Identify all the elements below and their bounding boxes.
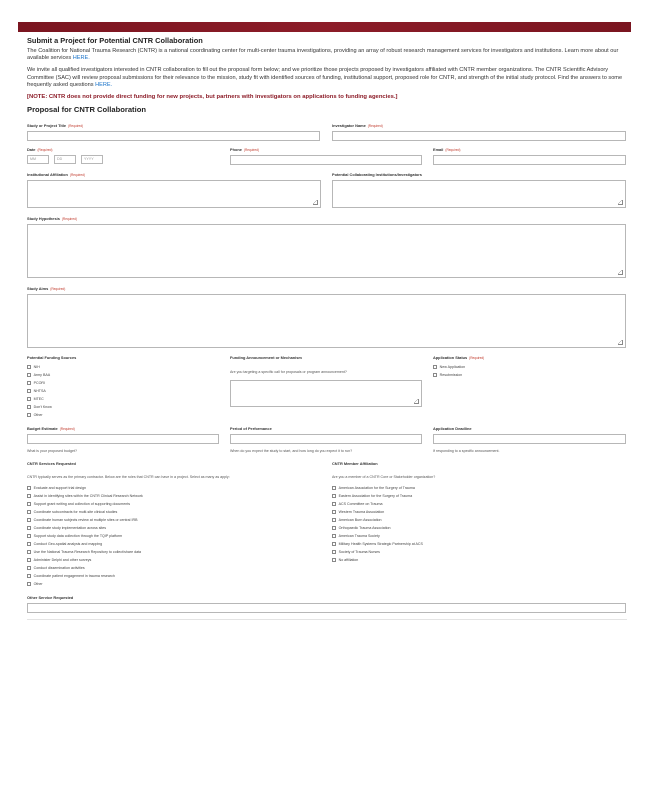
other-service-label: Other Service Requested [27,595,74,600]
member-option[interactable]: ACS Committee on Trauma [332,502,383,506]
intro-paragraph-2: We invite all qualified investigators interested in CNTR collaboration to fill out the proposal form below; and we prioritize those projects proposed by investigators affiliated with CNTR member organizations. The CNTR Scientific Advisory Committee (SAC) will review proposal submissions for their relevance to the mission, study fit with identified sources of funding, institutional support, proposed role for CNTR, and strength of the initial study protocol. Find the answers to some frequently asked questions HERE. [27,67,623,88]
checkbox-icon [332,518,336,522]
checkbox-icon [27,566,31,570]
budget-help: What is your proposed budget? [27,449,77,453]
budget-label: Budget Estimate (Required) [27,426,75,431]
checkbox-icon [433,373,437,377]
funding-option[interactable]: MTEC [27,397,44,401]
service-option[interactable]: Conduct Geo-spatial analysis and mapping [27,542,102,546]
checkbox-icon [27,526,31,530]
checkbox-icon [332,558,336,562]
service-option[interactable]: Administer Delphi and other surveys [27,558,91,562]
checkbox-icon [332,550,336,554]
service-option[interactable]: Coordinate patient engagement in trauma research [27,574,115,578]
funding-sources-label: Potential Funding Sources [27,355,77,360]
email-input[interactable] [433,155,626,165]
member-help: Are you a member of a CNTR Core or Stakeholder organization? [332,475,436,479]
checkbox-icon [332,502,336,506]
deadline-label: Application Deadline [433,426,472,431]
service-option[interactable]: Evaluate and support trial design [27,486,86,490]
affiliation-label: Institutional Affiliation (Required) [27,172,85,177]
checkbox-icon [27,558,31,562]
intro-paragraph-1: The Coalition for National Trauma Research (CNTR) is a national coordinating center for multi-center trauma investigations, providing an array of robust research management services for investigators and institutions. Learn more about our available services HERE. [27,48,619,62]
checkbox-icon [332,542,336,546]
checkbox-icon [27,381,31,385]
app-status-option[interactable]: New Application [433,365,465,369]
app-status-option[interactable]: Resubmission [433,373,462,377]
faq-link[interactable]: HERE. [95,81,113,88]
service-option[interactable]: Coordinate study implementation across sites [27,526,106,530]
checkbox-icon [27,518,31,522]
email-label: Email (Required) [433,147,461,152]
phone-input[interactable] [230,155,422,165]
period-help: When do you expect the study to start, and how long do you expect it to run? [230,449,353,453]
funding-option[interactable]: Army BAA [27,373,50,377]
intro-section [27,36,627,117]
page-title: Submit a Project for Potential CNTR Collaboration [27,36,203,45]
budget-input[interactable] [27,434,219,444]
funding-option[interactable]: Other [27,413,43,417]
service-option[interactable]: Coordinate subcontracts for multi-site clinical studies [27,510,117,514]
date-label: Date (Required) [27,147,53,152]
checkbox-icon [27,486,31,490]
checkbox-icon [27,389,31,393]
member-option[interactable]: American Association for the Surgery of Trauma [332,486,415,490]
service-option[interactable]: Other [27,582,43,586]
checkbox-icon [332,526,336,530]
funding-note: [NOTE: CNTR does not provide direct funding for new projects, but partners with investigators on applications to funding agencies.] [27,94,398,101]
funding-option[interactable]: Don't Know [27,405,52,409]
checkbox-icon [27,534,31,538]
checkbox-icon [27,510,31,514]
funding-option[interactable]: PCORI [27,381,45,385]
member-option[interactable]: Western Trauma Association [332,510,384,514]
period-label: Period of Performance [230,426,272,431]
services-link[interactable]: HERE. [72,55,90,62]
investigator-label: Investigator Name (Required) [332,123,383,128]
phone-label: Phone (Required) [230,147,259,152]
checkbox-icon [27,502,31,506]
checkbox-icon [27,397,31,401]
date-month-input[interactable]: MM [27,155,49,164]
service-option[interactable]: Support study data collection through the TQIP platform [27,534,122,538]
affiliation-textarea[interactable] [27,180,321,208]
checkbox-icon [27,550,31,554]
member-label: CNTR Member Affiliation [332,461,378,466]
checkbox-icon [27,405,31,409]
service-option[interactable]: Use the National Trauma Research Repository to collect/share data [27,550,141,554]
deadline-help: If responding to a specific announcement. [433,449,500,453]
checkbox-icon [27,365,31,369]
checkbox-icon [332,534,336,538]
checkbox-icon [332,510,336,514]
funding-announcement-textarea[interactable] [230,380,422,407]
funding-option[interactable]: NHTSA [27,389,46,393]
date-day-input[interactable]: DD [54,155,76,164]
investigator-input[interactable] [332,131,626,141]
member-option[interactable]: Eastern Association for the Surgery of Trauma [332,494,412,498]
member-option[interactable]: Orthopaedic Trauma Association [332,526,391,530]
date-year-input[interactable]: YYYY [81,155,103,164]
study-title-label: Study or Project Title (Required) [27,123,84,128]
service-option[interactable]: Assist in identifying sites within the CNTR Clinical Research Network [27,494,143,498]
other-service-input[interactable] [27,603,626,613]
checkbox-icon [332,486,336,490]
checkbox-icon [27,373,31,377]
member-option[interactable]: American Burn Association [332,518,382,522]
aims-label: Study Aims (Required) [27,286,66,291]
service-option[interactable]: Support grant writing and collection of supporting documents [27,502,130,506]
divider [27,619,627,620]
services-help: CNTR typically serves as the primary contractor. Below are the roles that CNTR can have in a project. Select as many as apply: [27,475,230,479]
app-status-label: Application Status (Required) [433,355,485,360]
services-label: CNTR Services Requested [27,461,76,466]
member-option[interactable]: Military Health Systems Strategic Partnership at ACS [332,542,423,546]
hypothesis-label: Study Hypothesis (Required) [27,216,77,221]
service-option[interactable]: Coordinate human subjects review at multiple sites or central IRB [27,518,137,522]
funding-announcement-label: Funding Announcement or Mechanism [230,355,302,360]
checkbox-icon [27,494,31,498]
hypothesis-textarea[interactable] [27,224,626,278]
study-title-input[interactable] [27,131,320,141]
service-option[interactable]: Conduct dissemination activities [27,566,85,570]
checkbox-icon [332,494,336,498]
funding-option[interactable]: NIH [27,365,40,369]
checkbox-icon [27,582,31,586]
member-option[interactable]: Society of Trauma Nurses [332,550,380,554]
checkbox-icon [27,574,31,578]
form-title: Proposal for CNTR Collaboration [27,105,146,115]
checkbox-icon [27,542,31,546]
checkbox-icon [27,413,31,417]
member-option[interactable]: No affiliation [332,558,358,562]
aims-textarea[interactable] [27,294,626,348]
deadline-input[interactable] [433,434,626,444]
checkbox-icon [433,365,437,369]
collab-textarea[interactable] [332,180,626,208]
collab-label: Potential Collaborating Institutions/Investigators [332,172,422,177]
period-input[interactable] [230,434,422,444]
header-banner [18,22,631,32]
member-option[interactable]: American Trauma Society [332,534,380,538]
funding-announcement-help: Are you targeting a specific call for proposals or program announcement? [230,370,347,374]
